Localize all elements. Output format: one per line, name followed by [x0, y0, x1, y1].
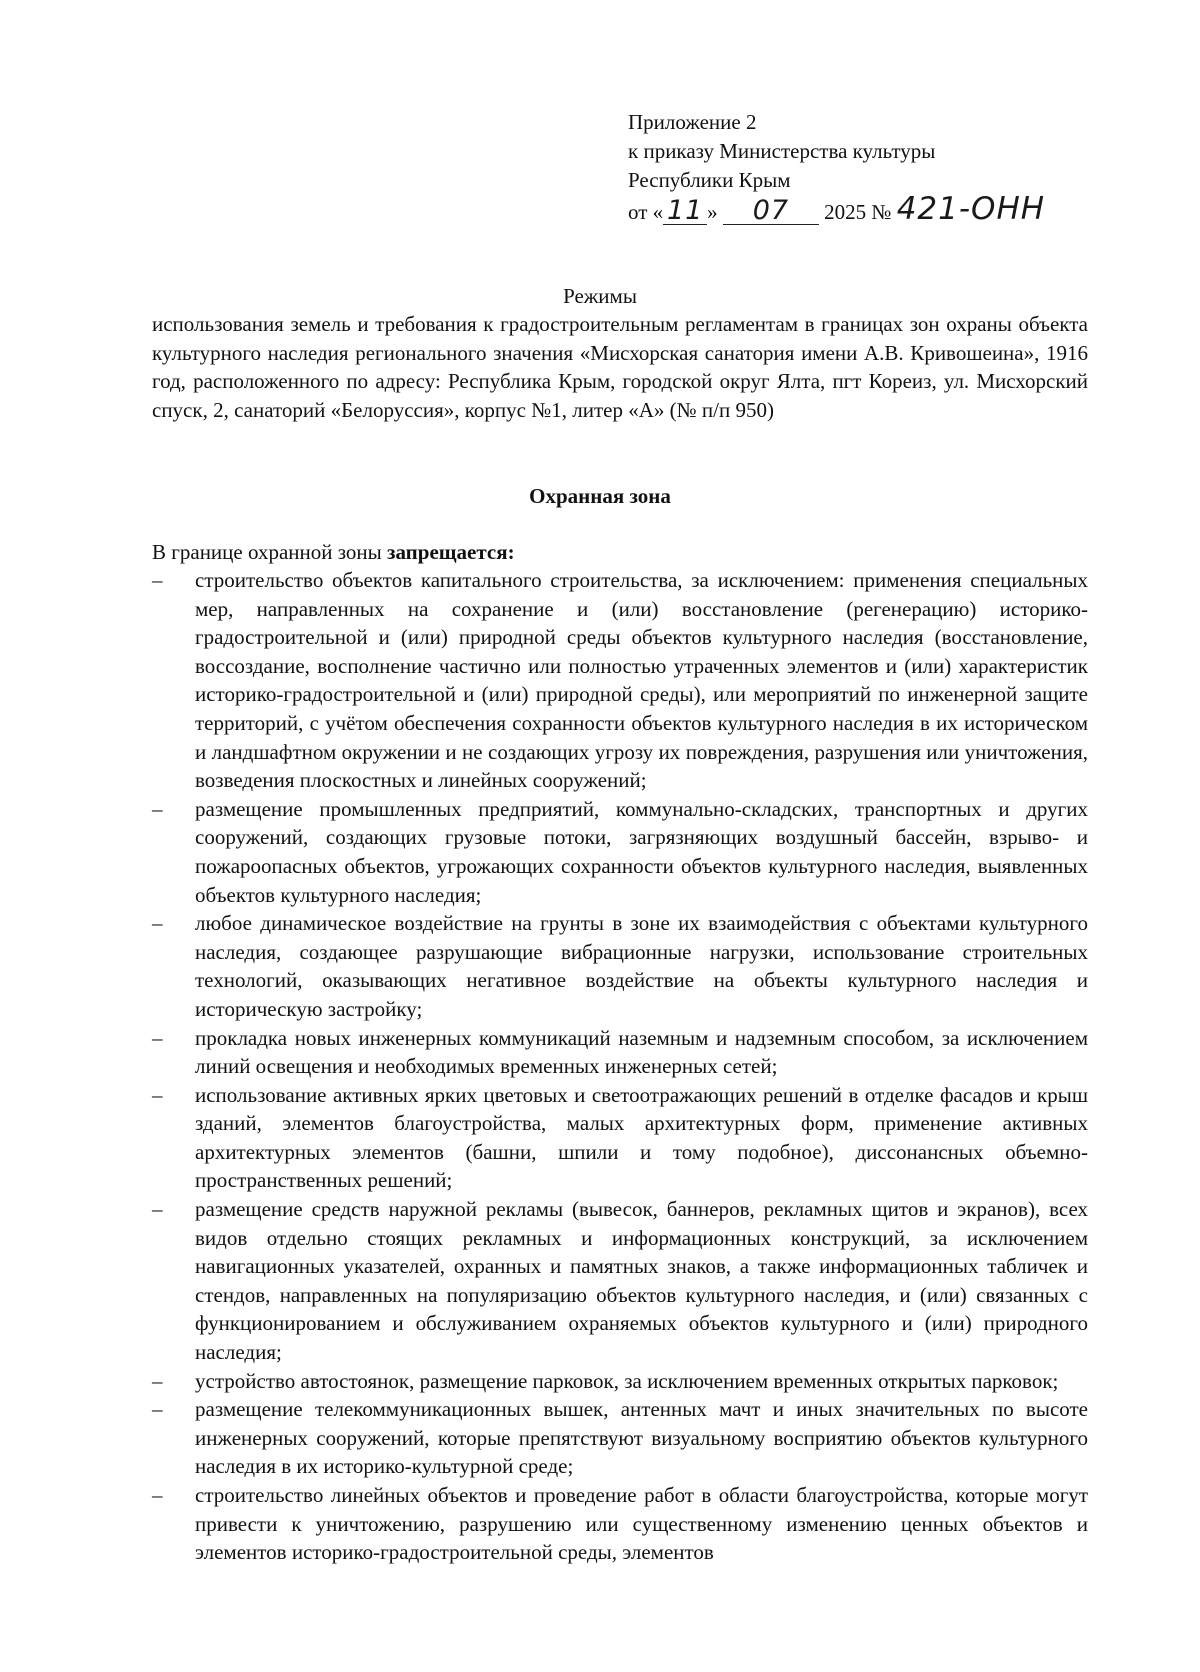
intro-emphasis: запрещается:	[387, 540, 515, 564]
list-item	[152, 1024, 1088, 1081]
list-item-text: размещение средств наружной рекламы (вывесок, баннеров, рекламных щитов и экранов), всех видов отдельно стоящих рекламных и информационных конструкций, за исключением навигационных указателей, охранных и памятных знаков, а также информационных табличек и стендов, направленных на популяризацию объектов культурного наследия, и (или) связанных с функционированием и обслуживанием охраняемых объектов культурного и (или) природного наследия;	[195, 1197, 1088, 1365]
list-item	[152, 1195, 1088, 1367]
section-intro	[152, 538, 515, 566]
order-date-number	[628, 191, 1046, 229]
date-mid: »	[707, 200, 718, 224]
appendix-line-1: Приложение 2	[628, 110, 757, 134]
appendix-block	[628, 108, 1045, 229]
section-title: Охранная зона	[529, 484, 671, 508]
list-item	[152, 1081, 1088, 1195]
bullet-dash: –	[152, 1483, 163, 1507]
list-item	[152, 909, 1088, 1023]
bullet-dash: –	[152, 1025, 163, 1050]
list-item-text: устройство автостоянок, размещение парковок, за исключением временных открытых парковок;	[195, 1368, 1059, 1393]
bullet-dash: –	[152, 1368, 163, 1393]
appendix-line-2: к приказу Министерства культуры	[628, 139, 936, 163]
intro-text: В границе охранной зоны	[152, 540, 388, 564]
list-item-text: размещение телекоммуникационных вышек, антенных мачт и иных значительных по высоте инженерных сооружений, которые препятствуют визуальному восприятию объектов культурного наследия в их историко-культурной среде;	[195, 1397, 1088, 1479]
handwritten-month: 07	[723, 198, 819, 225]
document-title: Режимы	[563, 284, 637, 308]
list-item-text: прокладка новых инженерных коммуникаций наземным и надземным способом, за исключением линий освещения и необходимых временных инженерных сетей;	[195, 1025, 1088, 1079]
bullet-dash: –	[152, 911, 163, 936]
list-item-text: размещение промышленных предприятий, коммунально-складских, транспортных и других сооружений, создающих грузовые потоки, загрязняющих воздушный бассейн, взрыво- и пожароопасных объектов, угрожающих сохранности объектов культурного наследия, выявленных объектов культурного наследия;	[195, 796, 1088, 907]
list-item	[152, 1481, 1088, 1567]
list-item	[152, 795, 1088, 909]
bullet-dash: –	[152, 1397, 163, 1422]
list-item	[152, 1367, 1088, 1396]
list-item-text: использование активных ярких цветовых и светоотражающих решений в отделке фасадов и крыш зданий, элементов благоустройства, малых архитектурных форм, применение активных архитектурных элементов (башни, шпили и тому подобное), диссонансных объемно-пространственных решений;	[195, 1082, 1088, 1193]
prohibitions-list	[152, 566, 1088, 1567]
appendix-line-3: Республики Крым	[628, 168, 791, 192]
list-item	[152, 566, 1088, 795]
bullet-dash: –	[152, 1082, 163, 1107]
bullet-dash: –	[152, 796, 163, 821]
handwritten-order-number: 421-ОНН	[896, 191, 1046, 227]
list-item	[152, 1395, 1088, 1481]
bullet-dash: –	[152, 1197, 163, 1222]
list-item-text: любое динамическое воздействие на грунты в зоне их взаимодействия с объектами культурного наследия, создающее разрушающие вибрационные нагрузки, использование строительных технологий, оказывающих негативное воздействие на объекты культурного наследия и историческую застройку;	[195, 911, 1088, 1021]
document-subtitle: использования земель и требования к градостроительным регламентам в границах зон охраны объекта культурного наследия регионального значения «Мисхорская санатория имени А.В. Кривошеина», 1916 год, расположенного по адресу: Республика Крым, городской округ Ялта, пгт Кореиз, ул. Мисхорский спуск, 2, санаторий «Белоруссия», корпус №1, литер «А» (№ п/п 950)	[152, 312, 1088, 422]
date-prefix: от «	[628, 200, 664, 224]
order-year-number-label: 2025 №	[824, 200, 892, 224]
bullet-dash: –	[152, 568, 163, 592]
list-item-text: строительство линейных объектов и проведение работ в области благоустройства, которые могут привести к уничтожению, разрушению или существенному изменению ценных объектов и элементов историко-градостроительной среды, элементов	[195, 1483, 1088, 1565]
handwritten-day: 11	[663, 198, 707, 225]
list-item-text: строительство объектов капитального строительства, за исключением: применения специальных мер, направленных на сохранение и (или) восстановление (регенерацию) историко-градостроительной и (или) природной среды объектов культурного наследия (восстановление, воссоздание, восполнение частично или полностью утраченных элементов и (или) характеристик историко-градостроительной и (или) природной среды), или мероприятий по инженерной защите территорий, с учётом обеспечения сохранности объектов культурного наследия в их историческом и ландшафтном окружении и не создающих угрозу их повреждения, разрушения или уничтожения, возведения плоскостных и линейных сооружений;	[195, 568, 1088, 793]
